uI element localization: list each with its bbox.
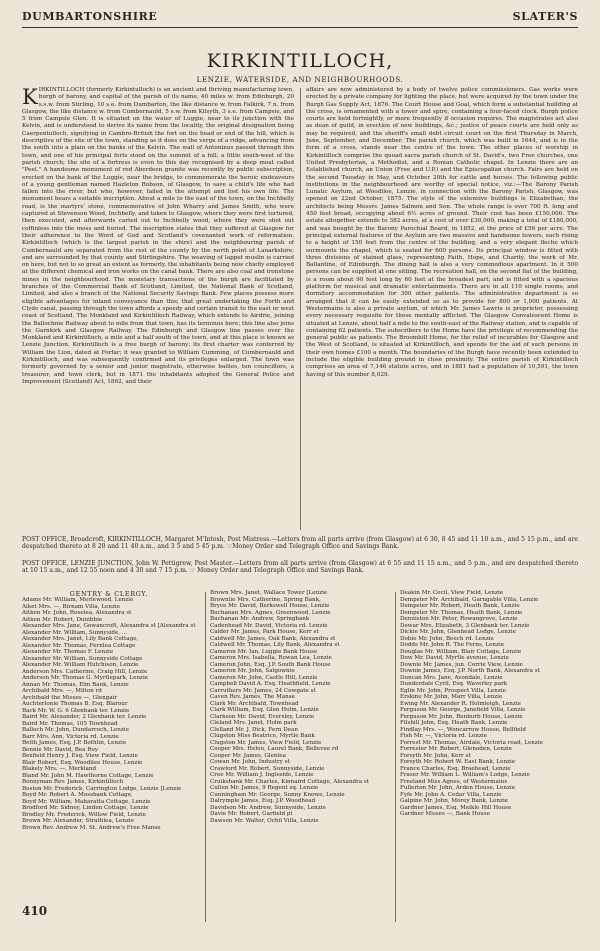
gentry-entry: Dow Mr. David, Myrtle avenue, Lenzie: [400, 655, 509, 661]
gentry-entry: Boston Mr. Frederick, Carrington Lodge, Lenzie [Lenzie: [22, 785, 182, 792]
gentry-entry: Dunderdale Cyril, Esq. Waverley park: [400, 681, 508, 687]
gentry-entry: Fraser Mr. William L. William's Lodge, Lenzie: [400, 772, 530, 778]
gentry-entry: Galpine Mr. John, Morey Bank, Lenzie: [400, 798, 509, 804]
post-office-lenzie: [22, 560, 578, 575]
gentry-entry: Dempster Mr. Archibald, Garngable Villa, Lenzie: [400, 596, 539, 603]
gentry-entry: Dobie Mr. John, Beech rd. Lenzie: [400, 635, 494, 642]
header-rule: [22, 27, 578, 28]
gentry-entry: Ferguson Mr. John, Renburb House, Lenzie: [400, 713, 523, 720]
gentry-entry: Calder Mr. James, Park House, Kerr st: [210, 629, 319, 635]
gentry-entry: Buchanan Mr. Andrew, Springbank: [210, 616, 310, 622]
gentry-entry: Cooper Mr. James, Glenlea: [210, 752, 286, 759]
gentry-entry: Fyfe Mr. John A. Cedar Villa, Lenzie: [400, 791, 502, 798]
gentry-entry: Ewing Mr. Alexander R. Holmleigh, Lenzie: [400, 700, 521, 707]
gentry-entry: Clugston Miss Beatrice, Myrtle Bank: [210, 733, 315, 739]
gentry-entry: Gardner Misses —, Bank House: [400, 811, 491, 817]
body-column-left: [22, 87, 294, 532]
gentry-entry: Brodley Mr. Frederick, Willow Field, Lenzie: [22, 811, 146, 818]
gentry-entry: Cameron Mr. Ian, Luggie Bank House: [210, 648, 318, 655]
gentry-entry: Forrest Mr. Thomas, Airdale, Victoria road, Lenzie: [400, 739, 543, 746]
gentry-entry: Brownlie Mrs. Catherine, Spring Bank,: [210, 596, 321, 603]
gentry-entry: Blakely Mrs. —, Merkland: [22, 766, 97, 772]
gentry-entry: Beith James, Esq. J.P. Bothlin, Lenzie: [22, 740, 127, 746]
gentry-entry: Forsyth Mr. Robert W. East Bank, Lenzie: [400, 759, 516, 765]
gentry-entry: Clelland Mr. J. Dick, Fern Dean: [210, 726, 298, 733]
column-divider: [300, 88, 301, 530]
gentry-entry: Freeland Miss Agnes, of Westermains: [400, 778, 508, 785]
gentry-entry: Gardner James, Esq. Meikle Hill House: [400, 804, 512, 811]
gentry-entry: France Charles, Esq. Braehead, Lenzie: [400, 765, 511, 772]
gentry-entry: Alexander Mr. Thomas, Fernlea Cottage: [22, 642, 136, 649]
gentry-entry: Cowan Mr. John, Industry st: [210, 759, 290, 765]
body-text-left: IRKINTILLOCH (formerly Kirkintulloch) is an ancient and thriving manufacturing town, burgh of barony, and capital of the parish of its name, 40 miles w. from Edinburgh, 20 s.s.w. from Stirling, 10 s.e. from Dumbarton, the like distance w. from Falkirk, 7 n. from Glasgow, the like distance w. from Cumbernauld, 5 s.w. from Kilsyth, 3 s.e. from Campsie, and 5 from Campsie Glen. It is situated on the water of Luggie, near to its junction with the Kelvin, and is understood to derive its name from the locality, the original designation being Caerpentulloch, signifying in Cambro-British the fort on the head or end of the hill, which is descriptive of the site of the town, standing as it does on the verge of a ridge, advancing from the south into a plain on the banks of the Kelvin. The wall of Antoninus passed through this town, and one of his principal forts stood on the summit of a hill, a little south-west of the parish church; the site of a fortress is even to this day recognised by a deep moat called "Peel." A handsome monument of red Aberdeen granite was recently by public subscription, erected on the bank of the Luggie, near the bridge, to commemorate the heroic endeavours of a young gentleman named Hazleton Robson, of Glasgow, to save a child's life who had fallen into the river, but who, however, failed in the attempt and lost his own life. The monument bears a suitable inscription. About a mile to the east of the town, on the Inchbelly road, is the martyrs' stone, commemorative of John Wharry and James Smith, who were captured at Stevenson Wood, Inchbelly, and taken to Glasgow, where they were first tortured, then executed, and afterwards carted out to Inchbelly wood, where they were shot out coffinless into the moss and buried. The inscription states that they suffered at Glasgow for their adherence to the Word of God and Scotland's covenanted work of reformation. Kirkintilloch (which is the largest parish in the shire) and the neighbouring parish of Cumbernauld are separated from the rest of the county by the north point of Lanarkshire, and are surrounded by that county and Stirlingshire. The weaving of lappet muslin is carried on here, but not to so great an extent as formerly, the inhabitants being now chiefly employed at the different chemical and iron works on the canal bank. There are also coal and ironstone mines in the neighbourhood. The monetary transactions of the burgh are facilitated by branches of the Commercial Bank of Scotland, Limited, the National Bank of Scotland, Limited, and also a branch of the National Security Savings Bank. Few places possess more eligible advantages for inland conveyance than this; that great undertaking the Forth and Clyde canal, passing through the town affords a speedy and certain transit to the east or west coast of Scotland. The Monkland and Kirkintilloch Railway, which extends to Airdrie, joining the Ballochnie Railway about to mile from that town, has its terminus here; this line also joins the Garnkirk and Glasgow Railway. The Edinburgh and Glasgow line passes over the Monkland and Kirkintilloch, a mile and a half south of the town, and at this place is known as Lenzie Junction. Kirkintilloch is a free burgh of barony; its first charter was conferred by William the Lion, dated at Forfar; it was granted to William Cumming, of Cumbernauld and Kirkintilloch, and was subsequently confirmed and its privileges enlarged. The town was formerly governed by a senior and junior magistrate, otherwise bailies, ten councillors, a treasurer, and town clerk, but in 1871 the inhabitants adopted the General Police and Improvement (Scotland) Act, 1862, and their: [22, 87, 294, 385]
gentry-entry: Archibald Mrs. —, Milton rd: [22, 688, 102, 694]
gentry-entry: Blair Robert, Esq. Woodilee House, Lenzie: [22, 759, 143, 766]
header-publisher: SLATER'S: [512, 10, 578, 23]
gentry-entry: Archibald the Misses —, Glengair: [22, 694, 118, 701]
gentry-entry: Bonnyman Rev. James, Kirkintilloch: [22, 779, 124, 785]
gentry-entry: Downie James, Esq. J.P. North Bank, Alexandra st: [400, 668, 540, 674]
gentry-entry: Cameron John, Esq. J.P. South Bank House: [210, 661, 331, 668]
gentry-entry: Forsyth Mr. John, Kerr st: [400, 752, 471, 759]
drop-cap: K: [22, 87, 38, 109]
gentry-entry: Aitken Mr. Robert, Dunibbie: [22, 616, 103, 623]
gentry-column-1: [22, 597, 200, 899]
gentry-entry: Boyd Mr. William, Maharatta Cottage, Lenzie: [22, 798, 151, 805]
gentry-entry: Barr Mrs. Ann, Victoria rd. Lenzie: [22, 733, 119, 740]
gentry-entry: Crawford Mr. Robert, Sunnyside, Lenzie: [210, 765, 325, 772]
gentry-entry: Dempster Mr. Thomas, Heath Bank, Lenzie: [400, 609, 523, 616]
gentry-entry: Fish Mr. —, Victoria rd. Lenzie: [400, 733, 487, 739]
gentry-entry: Brodford Mr. Sidney, Linden Cottage, Lenzie: [22, 805, 149, 811]
gentry-entry: Fullerton Mr. John, Arden House, Lenzie: [400, 785, 516, 791]
gentry-column-2: [210, 590, 390, 910]
gentry-entry: Alexander Mrs. Janet, Lily Bank Cottage,: [22, 636, 139, 642]
gentry-column-3: [400, 590, 578, 910]
gentry-entry: Alexander Mrs. Jane, Gowancroft, Alexandra st [Alexandra st: [22, 623, 196, 629]
gentry-entry: Anderson Mrs. Catherine, Craig Hill, Lenzie: [22, 668, 148, 675]
gentry-entry: Cameron Mr. John, Salgownie: [210, 668, 295, 674]
list-divider-1: [205, 592, 206, 922]
gentry-entry: Bland Mr. John M. Hawthorne Cottage, Lenzie: [22, 772, 154, 779]
gentry-entry: Aiket Mrs. —, Birnam Villa, Lenzie: [22, 603, 120, 610]
gentry-entry: Annan Mr. Thomas, Elm Bank, Lenzie: [22, 681, 129, 688]
gentry-entry: Dodds Mr. John R. The Ferns, Lenzie: [400, 642, 505, 648]
gentry-entry: Ferguson Mr. George, Janefield Villa, Lenzie: [400, 707, 526, 713]
gentry-entry: Cruikshank Mr. Charles, Kinnaird Cottage, Alexandra st: [210, 778, 370, 785]
gentry-heading: GENTRY & CLERGY.: [69, 590, 149, 598]
gentry-entry: Dickie Mr. John, Glenhead Lodge, Lenzie: [400, 629, 516, 635]
list-divider-2: [395, 592, 396, 922]
gentry-entry: Back Mr. W. G. 6 Glenbank ter. Lenzie: [22, 707, 130, 714]
gentry-entry: Clark Mr. Archibald, Townhead: [210, 700, 299, 707]
gentry-entry: Denniston Mr. Peter, Rowangrove, Lenzie: [400, 616, 518, 622]
body-text-right: affairs are now administered by a body of twelve police commissioners. Gas works were erected by a private company for lighting the place, but were acquired by the town under the Burgh Gas Supply Act, 1876. The Court House and Goal, which form a substantial building at the cross, is ornamented with a tower and spire, containing a four-faced clock. Burgh police courts are held fortnightly, or more frequently if occasion requires. The magistrates act also as dean of guild, in erection of new buildings, &c.; justice of peace courts are held only as may be required, and the sheriff's small debt circuit court on the first Thursday in March, June, September, and December. The parish church, which was built in 1644, and is in the form of a cross, stands near the centre of the town. The other places of worship in Kirkintilloch comprise the quoad sacra parish church of St. David's, two Free churches, one United Presbyterian, a Methodist, and a Roman Catholic chapel. In Lenzie there are an Established church, an Union (Free and U.P.) and the Episcopalian church. Fairs are held on the second Tuesday in May, and October 20th for cattle and horses. The following public institutions in the neighbourhood are worthy of special notice, viz.:—The Barony Parish Lunatic Asylum, at Woodilee, Lenzie, in connection with the Barony Parish, Glasgow, was opened on 22nd October, 1875. The style of the extensive buildings is Elizabethan, the architects being Messrs. James Salmon and Son. The whole range is over 700 ft. long and 450 feet broad, occupying about 6½ acres of ground. Their cost has been £150,000. The estate altogether extends to 382 acres, at a cost of over £30,000, making a total of £180,000, and was bought by the Barony Parochial Board, in 1852, at the price of £56 per acre. The principal external features of the Asylum are two massive and handsome towers, each rising to a height of 150 feet from the centre of the building, and a very elegant fleche which surmounts the chapel, which is seated for 600 persons. Its principal window is fitted with three divisions of stained glass, representing Faith, Hope, and Charity, the work of Mr. Ballantine, of Edinburgh. The dining hall is also a very commodious apartment. In it 500 persons can be supplied at one sitting. The recreation hall, on the second flat of the building, is a room about 90 feet long by 60 feet at the broadest part, and is fitted with a spacious platform for musical and dramatic entertainments. There are in all 110 single rooms, and dormitory accommodation for 300 other patients. The administrative department is so arranged that it can be easily extended so as to provide for 800 or 1,000 patients. At Westermains is also a private asylum, of which Mr. James Lawrie is proprietor, possessing every necessary requisite for those mentally afflicted. The Glasgow Convalescent Home is situated at Lenzie, about half a mile to the south-east of the Railway station, and is capable of containing 62 patients. The subscribers to the Home have the privilege of recommending the general public as patients. The Broomhill Home, for the relief of incurables for Glasgow and the West of Scotland, is situated at Kirkintilloch, and spends for the aid of such persons in their own homes £100 a month. The boundaries of the Burgh have recently been extended to include the eligible building ground in close proximity. The entire parish of Kirkintilloch comprises an area of 7,146 statute acres, and in 1881 had a population of 10,591, the town having of this number 8,029.: [306, 87, 578, 378]
body-column-right: [306, 87, 578, 532]
gentry-entry: Dawson Mr. Walter, Ochil Villa, Lenzie: [210, 817, 319, 824]
gentry-entry: Dewar Mrs. Elizabeth, 3 Glenbank ter. Lenzie: [400, 622, 530, 629]
gentry-entry: Eglin Mr. John, Prospect Villa, Lenzie: [400, 687, 506, 694]
gentry-entry: Davidson Mr. Andrew, Sunnyside, Lenzie: [210, 804, 326, 811]
gentry-entry: Balloch Mr. John, Dundarroch, Lenzie: [22, 727, 129, 733]
gentry-entry: Dalrymple James, Esq. J.P. Woodhead: [210, 798, 316, 804]
gentry-entry: Filshill John, Esq. Heath Bank, Lenzie: [400, 720, 508, 726]
gentry-entry: Clark William, Esq. Glen Holm, Lenzie: [210, 707, 319, 713]
header-county: DUMBARTONSHIRE: [22, 10, 158, 23]
gentry-entry: Caldwell Mr. James, Oak Bank, Alexandra st: [210, 635, 336, 642]
gentry-entry: Cameron Mr. John, Castle Hill, Lenzie: [210, 674, 318, 681]
gentry-entry: Brown Mr. Alexander, Strathlea, Lenzie: [22, 818, 135, 824]
gentry-entry: Bennie Mr. David, Bea Roy: [22, 746, 99, 753]
gentry-entry: Buchanan Mrs. Agnes, Greenwood, Lenzie: [210, 609, 331, 616]
gentry-entry: Carruthers Mr. James, 24 Cowgate st: [210, 687, 316, 694]
gentry-entry: Cleland Mrs. Janet, Holm park: [210, 720, 297, 726]
gentry-entry: Dempster Mr. Robert, Heath Bank, Lenzie: [400, 603, 520, 609]
gentry-entry: Clugston Mr. James, View Field, Lenzie: [210, 739, 322, 746]
gentry-entry: Forrester Mr. Robert, Glenoden, Lenzie: [400, 746, 513, 752]
gentry-entry: Bexfield Henry J. Esq. View Field, Lenzie: [22, 753, 138, 759]
gentry-entry: Findlay Mrs. —, Woncarrow House, Bellfield: [400, 726, 526, 733]
post-office-lenzie-text: POST OFFICE, LENZIE JUNCTION, John W. Pettigrew, Post Master.—Letters from all parts arrive (from Glasgow) at 6 55 and 11 15 a.m., and 5 p.m., and are despatched thereto at 10 15 a.m., and 12 55 noon and 4 30 and 7 15 p.m. ☞ Money Order and Telegraph Office and Savings Bank.: [22, 560, 578, 575]
gentry-entry: Baird Mr. Thomas, 105 Townhead: [22, 720, 118, 727]
gentry-entry: Baird Mr. Alexander, 2 Glenbank ter. Lenzie: [22, 714, 147, 720]
gentry-entry: Cadenhead Mr. David, Victoria rd. Lenzie: [210, 622, 328, 629]
gentry-entry: Aitken Mr. John, Roselea, Alexandra st: [22, 610, 132, 616]
post-office-kirkintilloch-text: POST OFFICE, Broadcroft, KIRKINTILLOCH, Margaret M'Intosh, Post Mistress.—Letters from all parts arrive (from Glasgow) at 6 30, 8 45 and 11 10 a.m., and 5 15 p.m., and are despatched thereto at 8 20 and 11 40 a.m., and 3 5 and 5 45 p.m. ☞Money Order and Telegraph Office and Savings Bank.: [22, 536, 578, 551]
gentry-entry: Boyd Mr. Robert A. Mossbank Cottage,: [22, 792, 133, 798]
gentry-entry: Cameron Mrs. Isabella, Rowan Lea, Lenzie: [210, 655, 332, 661]
gentry-entry: Cooper Mrs. Helen, Laurel Bank, Bellevue rd: [210, 746, 339, 752]
page-title: KIRKINTILLOCH,: [206, 50, 394, 72]
gentry-entry: Downie Mr. James, jun. Corrie View, Lenzie: [400, 661, 523, 668]
gentry-entry: Caven Rev. James, The Manse: [210, 694, 295, 700]
gentry-entry: Erskine Mr. John, Marr Villa, Lenzie: [400, 694, 503, 700]
gentry-entry: Alexander Mr. Thomas F. Lenzie: [22, 649, 114, 655]
gentry-entry: Cullen Mr. James, 9 Regent sq. Lenzie: [210, 785, 319, 791]
gentry-entry: Cree Mr. William J. Ingleside, Lenzie: [210, 772, 314, 778]
gentry-entry: Clarkson Mr. David, Eversley, Lenzie: [210, 713, 315, 720]
page-subtitle: LENZIE, WATERSIDE, AND NEIGHBOURHOODS.: [196, 75, 404, 84]
gentry-entry: Adams Mr. William, Merlewood, Lenzie: [22, 597, 134, 603]
gentry-entry: Alexander Mr. William, Sunnyside Cottage: [22, 655, 143, 662]
gentry-entry: Campbell David A. Esq. Heathfield, Lenzie: [210, 681, 331, 687]
gentry-entry: Davie Mr. Robert, Garfield pl: [210, 811, 293, 817]
gentry-entry: Alexander Mr. William Hutchison, Lenzie: [22, 662, 139, 668]
gentry-entry: Caldwell Mr. Thomas, Lily Bank, Alexandra st: [210, 642, 340, 648]
gentry-entry: Douglas Mr. William, Blair Cottage, Lenzie: [400, 648, 522, 655]
gentry-entry: Bryce Mr. David, Berkswell House, Lenzie: [210, 603, 330, 609]
gentry-entry: Brown Mrs. Janet, Wallace Tower [Lenzie: [210, 590, 328, 596]
gentry-entry: Cunningham Mr. George, Sunny Knowe, Lenzie: [210, 791, 345, 798]
page-number: 410: [22, 904, 48, 918]
post-office-kirkintilloch: [22, 536, 578, 551]
gentry-entry: Anderson Mr. Thomas G. Myrtlepark, Lenzie: [22, 675, 149, 681]
gentry-entry: Brown Rev. Andrew M. St. Andrew's Free Manse: [22, 824, 161, 831]
gentry-entry: Auchterlonie Thomas B. Esq. Blarour: [22, 701, 128, 707]
gentry-entry: Duncan Mrs. Jane, Avondale, Lenzie: [400, 674, 503, 681]
gentry-entry: Alexander Mr. William, Sunnyside, ...: [22, 629, 128, 636]
gentry-entry: Deakin Mr. Cecil, View Field, Lenzie: [400, 590, 504, 596]
